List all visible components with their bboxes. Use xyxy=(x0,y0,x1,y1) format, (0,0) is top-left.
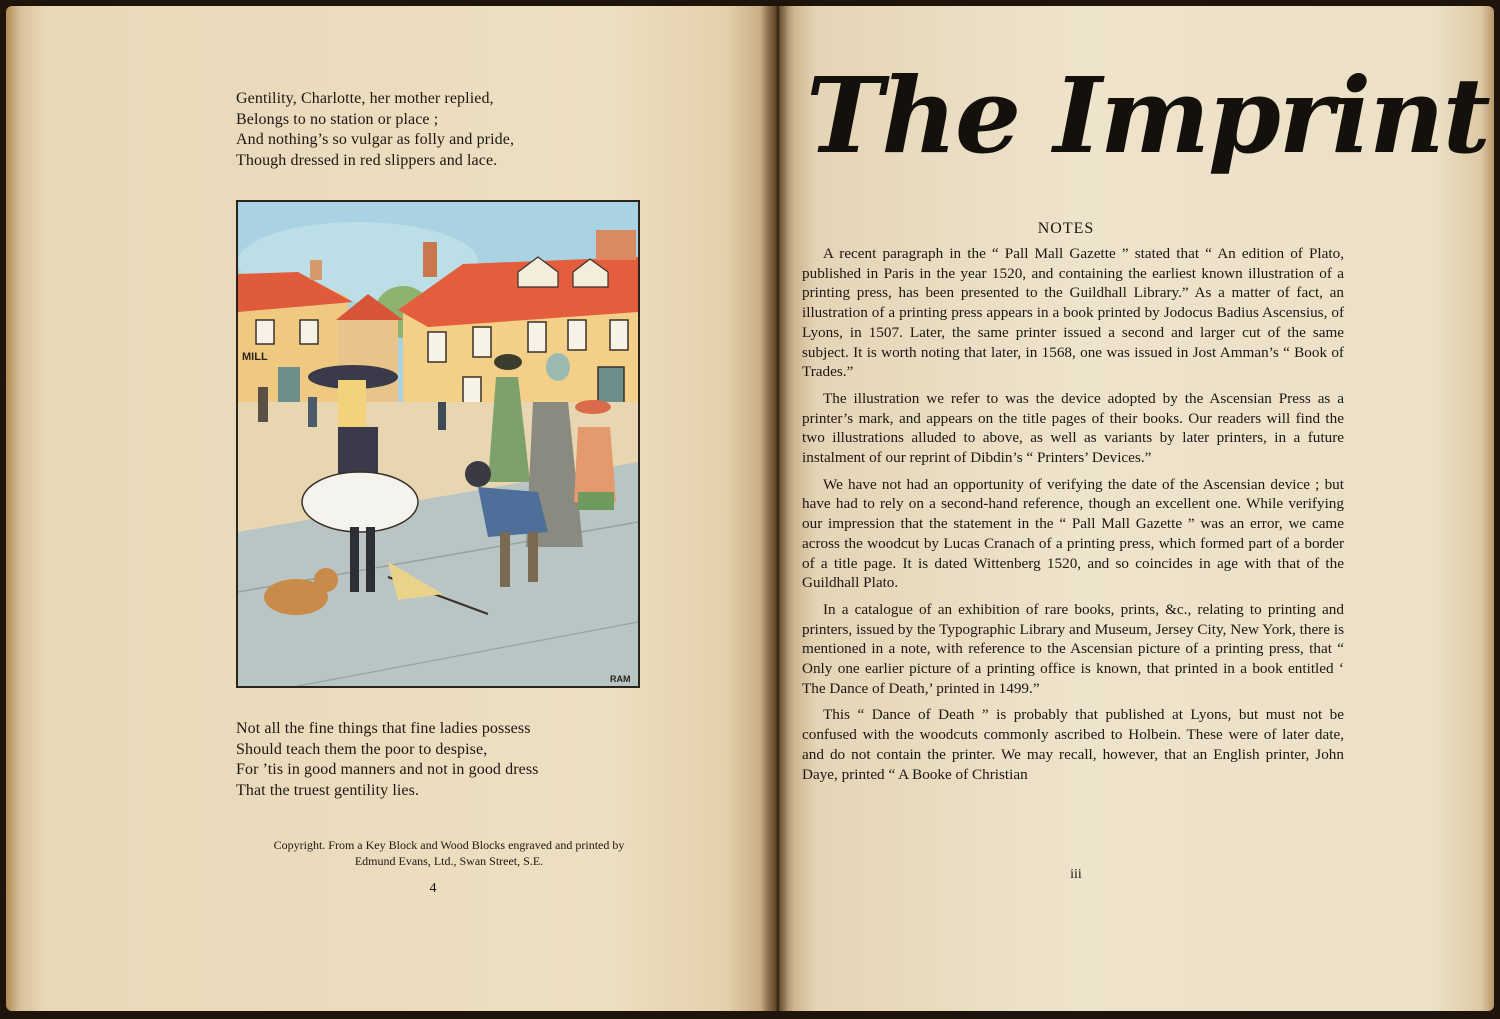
window xyxy=(428,332,446,362)
verse-line: Not all the fine things that fine ladies possess xyxy=(236,720,531,737)
page-number-left: 4 xyxy=(429,881,437,896)
window xyxy=(568,320,586,350)
distant-figure xyxy=(438,402,446,430)
window xyxy=(473,327,491,357)
white-dress xyxy=(302,472,418,532)
verse-top xyxy=(236,89,514,171)
verse-bottom xyxy=(236,719,539,801)
paragraph: In a catalogue of an exhibition of rare books, prints, &c., relating to printing and printers, issued by the Typographic Library and Museum, Jersey City, New York, there is mentioned in a note, with reference to the Ascensian picture of a printing press, that “ Only one earlier picture of a printing office is known, that printed in a book entitled ‘ The Dance of Death,’ printed in 1499.” xyxy=(802,600,1344,697)
chimney xyxy=(423,242,437,277)
door xyxy=(278,367,300,402)
chimney-stack xyxy=(596,230,636,260)
verse-line: Belongs to no station or place ; xyxy=(236,110,439,128)
hat xyxy=(575,400,611,414)
paragraph: A recent paragraph in the “ Pall Mall Gazette ” stated that “ An edition of Plato, published in Paris in the year 1520, and containing the earliest known illustration of a printing press, has been presented to the Guildhall Library.” As a matter of fact, an illustration of a printing press appears in a book printed by Jodocus Badius Ascensius, of Lyons, in 1507. Later, the same printer issued a second and larger cut of the same subject. It is worth noting that later, in 1568, one was issued in Jost Amman’s “ Book of Trades.” xyxy=(802,245,1344,381)
window xyxy=(463,377,481,405)
street-scene-illustration xyxy=(238,202,638,686)
boy-jacket xyxy=(478,487,548,537)
caption-line: Copyright. From a Key Block and Wood Blocks engraved and printed by xyxy=(273,838,625,852)
mill-sign: MILL xyxy=(242,351,268,363)
hat xyxy=(494,354,522,370)
distant-figure xyxy=(258,387,268,422)
left-page xyxy=(6,6,776,1011)
dog-head xyxy=(314,568,338,592)
verse-line: Though dressed in red slippers and lace. xyxy=(236,151,498,169)
bonnet xyxy=(546,353,570,381)
section-heading: NOTES xyxy=(1037,220,1095,237)
window xyxy=(528,322,546,352)
verse-line: That the truest gentility lies. xyxy=(236,781,420,799)
skirt xyxy=(578,492,614,510)
article-body xyxy=(802,244,1344,791)
boy-cap xyxy=(465,461,491,487)
verse-line: And nothing’s so vulgar as folly and pride, xyxy=(236,131,515,148)
paragraph: We have not had an opportunity of verifying the date of the Ascensian device ; but have had to rely on a second-hand reference, though an excellent one. While verifying our impression that the statement in the “ Pall Mall Gazette ” was an error, we came across the woodcut by Lucas Cranach of a printing press, which formed part of a border of a title page. It is dated Wittenberg 1520, and so coincides in age with that of the Guildhall Plato. xyxy=(802,475,1344,592)
leg xyxy=(500,532,510,587)
leg xyxy=(366,527,375,592)
page-number-right: iii xyxy=(1070,867,1082,882)
window xyxy=(300,320,318,344)
paragraph: This “ Dance of Death ” is probably that published at Lyons, but must not be confused with the woodcuts commonly ascribed to Holbein. These were of later date, and do not contain the printer. We may recall, however, that an English printer, John Daye, printed “ A Booke of Christian xyxy=(802,706,1344,783)
chimney xyxy=(310,260,322,280)
right-page xyxy=(776,6,1494,1011)
verse-line: Should teach them the poor to despise, xyxy=(236,740,488,758)
distant-figure xyxy=(308,397,317,427)
copyright-caption xyxy=(230,837,668,869)
colour-illustration xyxy=(236,200,640,688)
caption-line: Edmund Evans, Ltd., Swan Street, S.E. xyxy=(354,854,544,868)
masthead-title: The Imprint xyxy=(806,54,1489,177)
window xyxy=(256,320,274,344)
verse-line: For ’tis in good manners and not in good dress xyxy=(236,761,539,778)
verse-line: Gentility, Charlotte, her mother replied, xyxy=(236,90,494,107)
child-figure xyxy=(574,427,616,502)
leg xyxy=(528,532,538,582)
paragraph: The illustration we refer to was the device adopted by the Ascensian Press as a printer’s mark, and appears on the title pages of their books. Our readers will find the two illustrations alluded to above, as well as variants by later printers, in a future instalment of our reprint of Dibdin’s “ Printers’ Devices.” xyxy=(802,389,1344,467)
artist-signature: RAM xyxy=(610,674,631,684)
window xyxy=(610,320,628,350)
leg xyxy=(350,527,359,592)
